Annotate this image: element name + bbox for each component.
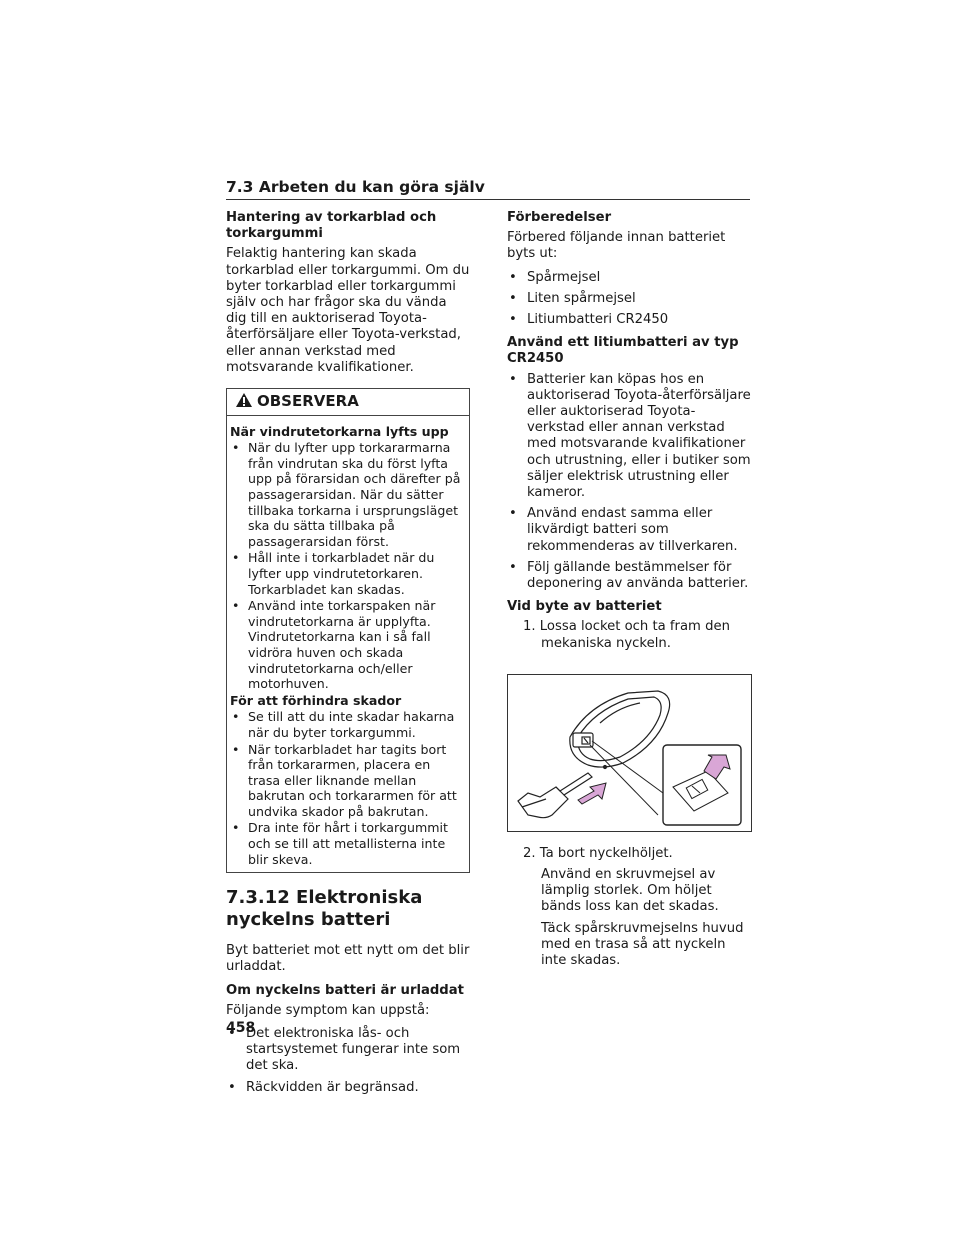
prep-intro: Förbered följande innan batteriet byts ut: <box>507 230 726 262</box>
prep-heading: Förberedelser <box>507 210 612 225</box>
left-column <box>226 210 470 1103</box>
notice-subheading-1: När vindrutetorkarna lyfts upp <box>230 423 449 439</box>
symptoms-intro: Följande symptom kan uppstå: <box>226 1002 430 1018</box>
list-item: • När torkarbladet har tagits bort från torkararmen, placera en trasa eller liknande mellan bakrutan och torkararmen för att undvika skador på bakrutan. <box>230 742 466 820</box>
key-fob-illustration <box>508 675 751 831</box>
symptoms-list <box>226 1026 470 1096</box>
list-item: • Följ gällande bestämmelser för deponering av använda batterier. <box>507 560 751 592</box>
mechanical-key-icon <box>518 773 592 818</box>
notice-list-1 <box>230 440 466 692</box>
section-header-title: 7.3 Arbeten du kan göra själv <box>226 178 485 196</box>
list-item: • Dra inte för hårt i torkargummit och se till att metallisterna inte blir skeva. <box>230 820 466 867</box>
step-1: 1. Lossa locket och ta fram den mekaniska nyckeln. <box>523 619 730 651</box>
list-item: • När du lyfter upp torkararmarna från vindrutan ska du först lyfta upp på förarsidan och därefter på passagerarsidan. När du sätter tillbaka torkarna i ursprungsläget ska du sätta tillbaka på passagerarsidan först. <box>230 440 466 549</box>
detail-inset <box>663 745 741 825</box>
list-item: • Liten spårmejsel <box>507 291 751 307</box>
battery-heading: Om nyckelns batteri är urladdat <box>226 982 464 998</box>
notice-box <box>226 388 470 873</box>
prep-list <box>507 270 751 329</box>
replace-heading: Vid byte av batteriet <box>507 599 662 615</box>
list-item: • Litiumbatteri CR2450 <box>507 312 751 328</box>
step-2-note-1: Använd en skruvmejsel av lämplig storlek. Om höljet bänds loss kan det skadas. <box>541 867 719 915</box>
section-header <box>226 178 750 200</box>
notice-subheading-2: För att förhindra skador <box>230 692 402 708</box>
list-item: • Använd endast samma eller likvärdigt batteri som rekommenderas av tillverkaren. <box>507 506 751 555</box>
list-item: • Räckvidden är begränsad. <box>226 1080 470 1096</box>
pull-direction-arrow-icon <box>578 783 606 804</box>
use-list <box>507 372 751 593</box>
warning-icon <box>235 392 253 412</box>
section-title: 7.3.12 Elektroniska nyckelns batteri <box>226 887 423 931</box>
list-item: • Använd inte torkarspaken när vindrutetorkarna är upplyfta. Vindrutetorkarna kan i så fall vidröra huven och skada vindrutetorkarna och/eller motorhuven. <box>230 598 466 692</box>
right-column <box>507 210 751 974</box>
list-item: • Se till att du inte skadar hakarna när du byter torkargummi. <box>230 709 466 740</box>
list-item: • Håll inte i torkarbladet när du lyfter upp vindrutetorkaren. Torkarbladet kan skadas. <box>230 550 466 597</box>
notice-header <box>227 389 469 416</box>
key-illustration <box>507 674 752 832</box>
wiper-text: Felaktig hantering kan skada torkarblad eller torkargummi. Om du byter torkarblad eller torkargummi själv och har frågor ska du vända dig till en auktoriserad Toyota-återförsäljare eller Toyota-verkstad, eller annan verkstad med motsvarande kvalifikationer. <box>226 246 470 375</box>
key-fob-icon <box>570 691 670 769</box>
page-number: 458 <box>226 1020 256 1036</box>
list-item: • Det elektroniska lås- och startsystemet fungerar inte som det ska. <box>226 1026 470 1075</box>
step-2: 2. Ta bort nyckelhöljet. <box>523 845 673 861</box>
notice-label: OBSERVERA <box>257 392 359 411</box>
step-2-note-2: Täck spårskruvmejselns huvud med en trasa så att nyckeln inte skadas. <box>541 920 744 969</box>
use-heading: Använd ett litiumbatteri av typ CR2450 <box>507 335 739 367</box>
notice-list-2 <box>230 709 466 867</box>
list-item: • Spårmejsel <box>507 270 751 286</box>
intro-text: Byt batteriet mot ett nytt om det blir urladdat. <box>226 943 470 975</box>
list-item: • Batterier kan köpas hos en auktoriserad Toyota-återförsäljare eller auktoriserad Toyota-verkstad eller annan verkstad med motsvarande kvalifikationer och utrustning, eller i butiker som säljer elektrisk utrustning eller kameror. <box>507 372 751 502</box>
wiper-heading: Hantering av torkarblad och torkargummi <box>226 210 437 242</box>
